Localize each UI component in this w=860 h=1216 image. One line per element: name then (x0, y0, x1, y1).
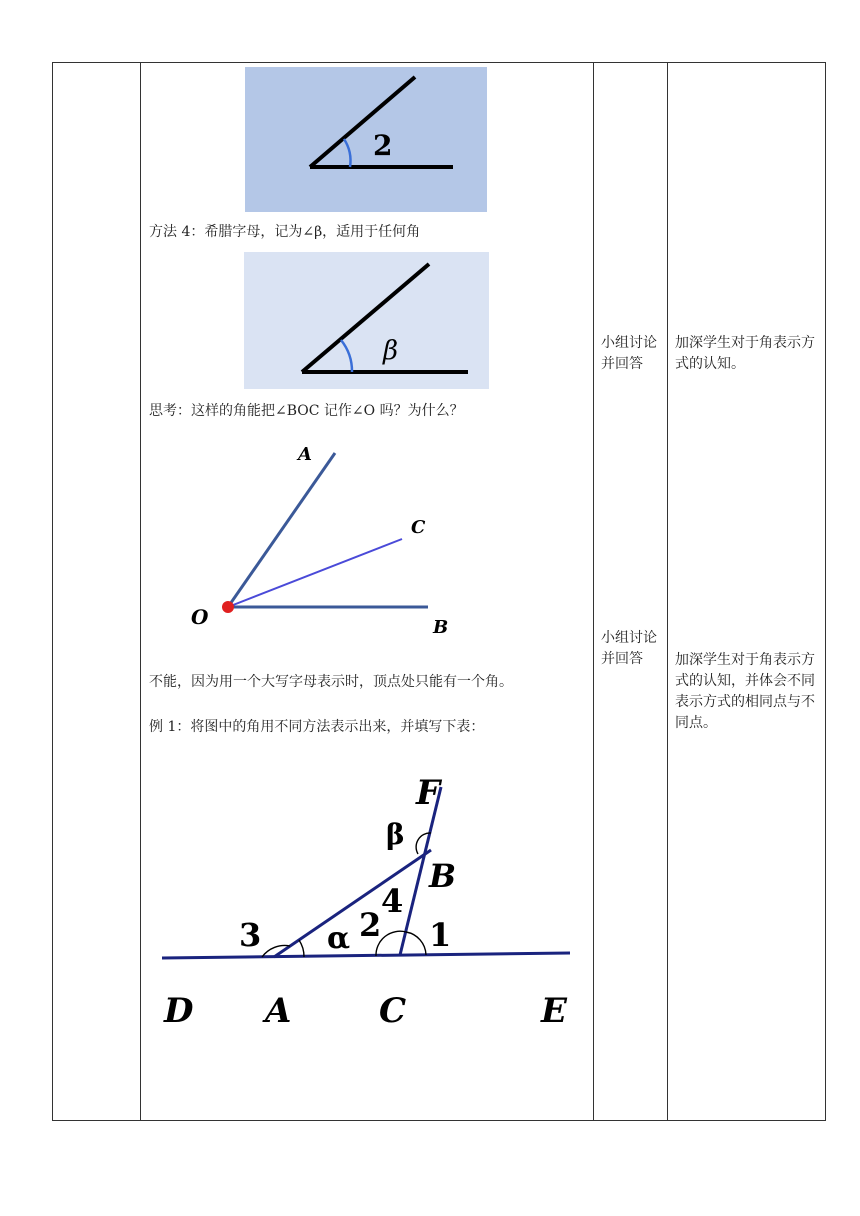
angle-2-label: 2 (373, 129, 393, 162)
angle-3-label: 3 (239, 916, 262, 954)
activity-cell-1: 小组讨论并回答 (601, 335, 657, 372)
ray-oc (228, 539, 402, 607)
angle-1-label: 1 (429, 916, 452, 954)
vertex-o-dot (222, 601, 234, 613)
column-divider (593, 62, 594, 1121)
angle-beta-background (244, 252, 489, 389)
point-a-label: A (265, 991, 292, 1031)
angle-beta-label: β (386, 818, 405, 851)
point-c-label: C (411, 517, 426, 538)
ray-oa (228, 453, 335, 607)
angle-2-background (245, 67, 487, 212)
purpose-cell-1: 加深学生对于角表示方式的认知。 (675, 335, 815, 372)
column-divider (140, 62, 141, 1121)
example-figure (150, 770, 580, 1040)
angle-beta-label: β (383, 336, 399, 366)
point-a-label: A (298, 444, 312, 465)
angle-alpha-label: α (327, 921, 351, 956)
point-f-label: F (416, 773, 441, 813)
point-b-label: B (429, 857, 457, 895)
column-divider (667, 62, 668, 1121)
example-labels (163, 773, 568, 1031)
angle-boc-figure (185, 440, 475, 640)
activity-cell-2: 小组讨论并回答 (601, 630, 657, 667)
point-e-label: E (541, 991, 567, 1031)
line-de (162, 953, 570, 958)
point-d-label: D (164, 991, 194, 1031)
angle-beta-figure (244, 252, 489, 389)
example-1-text: 例 1：将图中的角用不同方法表示出来，并填写下表： (149, 719, 485, 735)
point-c-label: C (379, 991, 407, 1031)
purpose-cell-2: 加深学生对于角表示方式的认知，并体会不同表示方式的相同点与不同点。 (675, 652, 815, 731)
point-b-label: B (433, 617, 449, 638)
answer-text: 不能，因为用一个大写字母表示时，顶点处只能有一个角。 (149, 674, 513, 690)
segment-ab (274, 850, 431, 957)
angle-2-figure (245, 67, 487, 212)
angle-4-label: 4 (381, 882, 404, 920)
think-question: 思考：这样的角能把∠BOC 记作∠O 吗？为什么？ (149, 403, 464, 419)
method-4-text: 方法 4：希腊字母，记为∠β，适用于任何角 (149, 224, 421, 240)
angle-1-arc (406, 932, 426, 955)
angle-alpha-arc (299, 940, 304, 957)
point-o-label: O (191, 605, 209, 629)
angle-2-label: 2 (359, 906, 382, 944)
